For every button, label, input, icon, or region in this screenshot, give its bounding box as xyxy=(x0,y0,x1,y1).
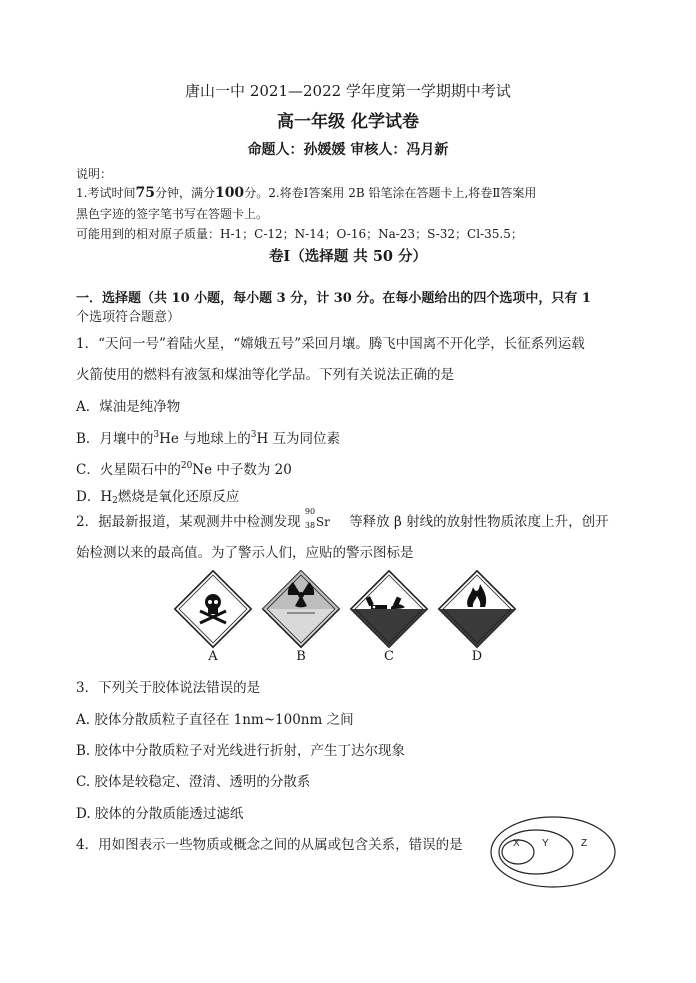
ne-mass-number: 20 xyxy=(180,461,193,471)
exam-title: 唐山一中 2021—2022 学年度第一学期期中考试 xyxy=(185,82,511,100)
diagram-label-x: X xyxy=(513,838,520,849)
he-mass-number: 3 xyxy=(153,430,160,440)
sr-symbol: Sr xyxy=(315,514,330,529)
q4-stem: 4．用如图表示一些物质或概念之间的从属或包含关系，错误的是 xyxy=(76,837,463,853)
h-mass-number: 3 xyxy=(250,430,257,440)
q2-stem-1-a: 2．据最新报道，某观测井中检测发现 xyxy=(76,514,301,530)
sr-atomic-number: 38 xyxy=(304,520,316,530)
q1-stem-1: 1．“天问一号”着陆火星，“嫦娥五号”采回月壤。腾飞中国离不开化学，长征系列运载 xyxy=(76,336,585,352)
diagram-label-z: Z xyxy=(581,838,588,849)
q3-option-b: B. 胶体中分散质粒子对光线进行折射，产生丁达尔现象 xyxy=(76,743,406,759)
q1-option-d-text-2: 燃烧是氧化还原反应 xyxy=(117,489,240,505)
q1-option-d xyxy=(76,485,239,506)
q1-option-a: A．煤油是纯净物 xyxy=(76,399,181,415)
q2-stem-2: 始检测以来的最高值。为了警示人们，应贴的警示图标是 xyxy=(76,545,414,561)
sr-mass-number: 90 xyxy=(304,506,316,516)
section-instruction-1: 一．选择题（共 10 小题，每小题 3 分，计 30 分。在每小题给出的四个选项中，只有 1 xyxy=(76,291,591,306)
corrosive-icon xyxy=(351,571,427,647)
q1-option-b-text-2: He 与地球上的 xyxy=(159,431,251,447)
authors-line: 命题人：孙媛媛 审核人：冯月新 xyxy=(247,142,449,158)
radioactive-icon xyxy=(263,571,339,647)
q1-option-c-text-1: C．火星陨石中的 xyxy=(76,462,181,478)
q3-stem: 3．下列关于胶体说法错误的是 xyxy=(76,680,261,696)
q1-option-c-text-2: Ne 中子数为 20 xyxy=(192,462,292,478)
q3-option-d: D. 胶体的分散质能透过滤纸 xyxy=(76,806,244,822)
diagram-label-y: Y xyxy=(542,838,549,849)
toxic-skull-icon xyxy=(175,571,251,647)
q2-stem-1 xyxy=(76,506,609,532)
notes-line-1-c: 分。2.将卷Ⅰ答案用 2B 铅笔涂在答题卡上,将卷Ⅱ答案用 xyxy=(244,186,537,200)
q1-stem-2: 火箭使用的燃料有液氢和煤油等化学品。下列有关说法正确的是 xyxy=(76,367,454,383)
full-score: 100 xyxy=(214,185,245,201)
flammable-flame-icon xyxy=(439,571,515,647)
q1-option-d-text-1: D．H xyxy=(76,489,113,505)
subject-title: 高一年级 化学试卷 xyxy=(277,112,419,132)
q3-option-a: A. 胶体分散质粒子直径在 1nm~100nm 之间 xyxy=(76,712,354,728)
xyz-nesting-diagram xyxy=(488,812,618,892)
notes-line-1-a: 1.考试时间 xyxy=(76,186,136,200)
hazard-signs xyxy=(170,570,530,650)
q2-stem-1-b: 等释放 β 射线的放射性物质浓度上升，创开 xyxy=(349,514,609,530)
notes-line-1-b: 分钟，满分 xyxy=(154,186,215,200)
z-ellipse xyxy=(491,817,615,887)
notes-label: 说明： xyxy=(76,167,113,181)
q1-option-c xyxy=(76,458,292,478)
sign-label-b: B xyxy=(296,649,306,664)
exam-duration: 75 xyxy=(135,185,155,201)
q3-option-c: C. 胶体是较稳定、澄清、透明的分散系 xyxy=(76,774,311,790)
q1-option-b-text-1: B．月壤中的 xyxy=(76,431,154,447)
sign-label-a: A xyxy=(208,649,218,664)
q1-option-b-text-3: H 互为同位素 xyxy=(256,431,341,447)
notes-line-3: 可能用到的相对原子质量：H-1；C-12；N-14；O-16；Na-23；S-32；Cl-35.5； xyxy=(76,227,523,241)
notes-line-1 xyxy=(76,184,536,201)
y-ellipse xyxy=(499,830,573,874)
section-title: 卷Ⅰ（选择题 共 50 分） xyxy=(268,248,428,265)
section-instruction-2: 个选项符合题意） xyxy=(76,310,181,325)
q1-option-b xyxy=(76,427,340,447)
sign-label-d: D xyxy=(471,649,483,664)
notes-line-2: 黑色字迹的签字笔书写在答题卡上。 xyxy=(76,207,269,221)
sign-label-c: C xyxy=(384,649,394,664)
sr-nuclide xyxy=(304,506,345,532)
h2-subscript: 2 xyxy=(112,496,118,506)
